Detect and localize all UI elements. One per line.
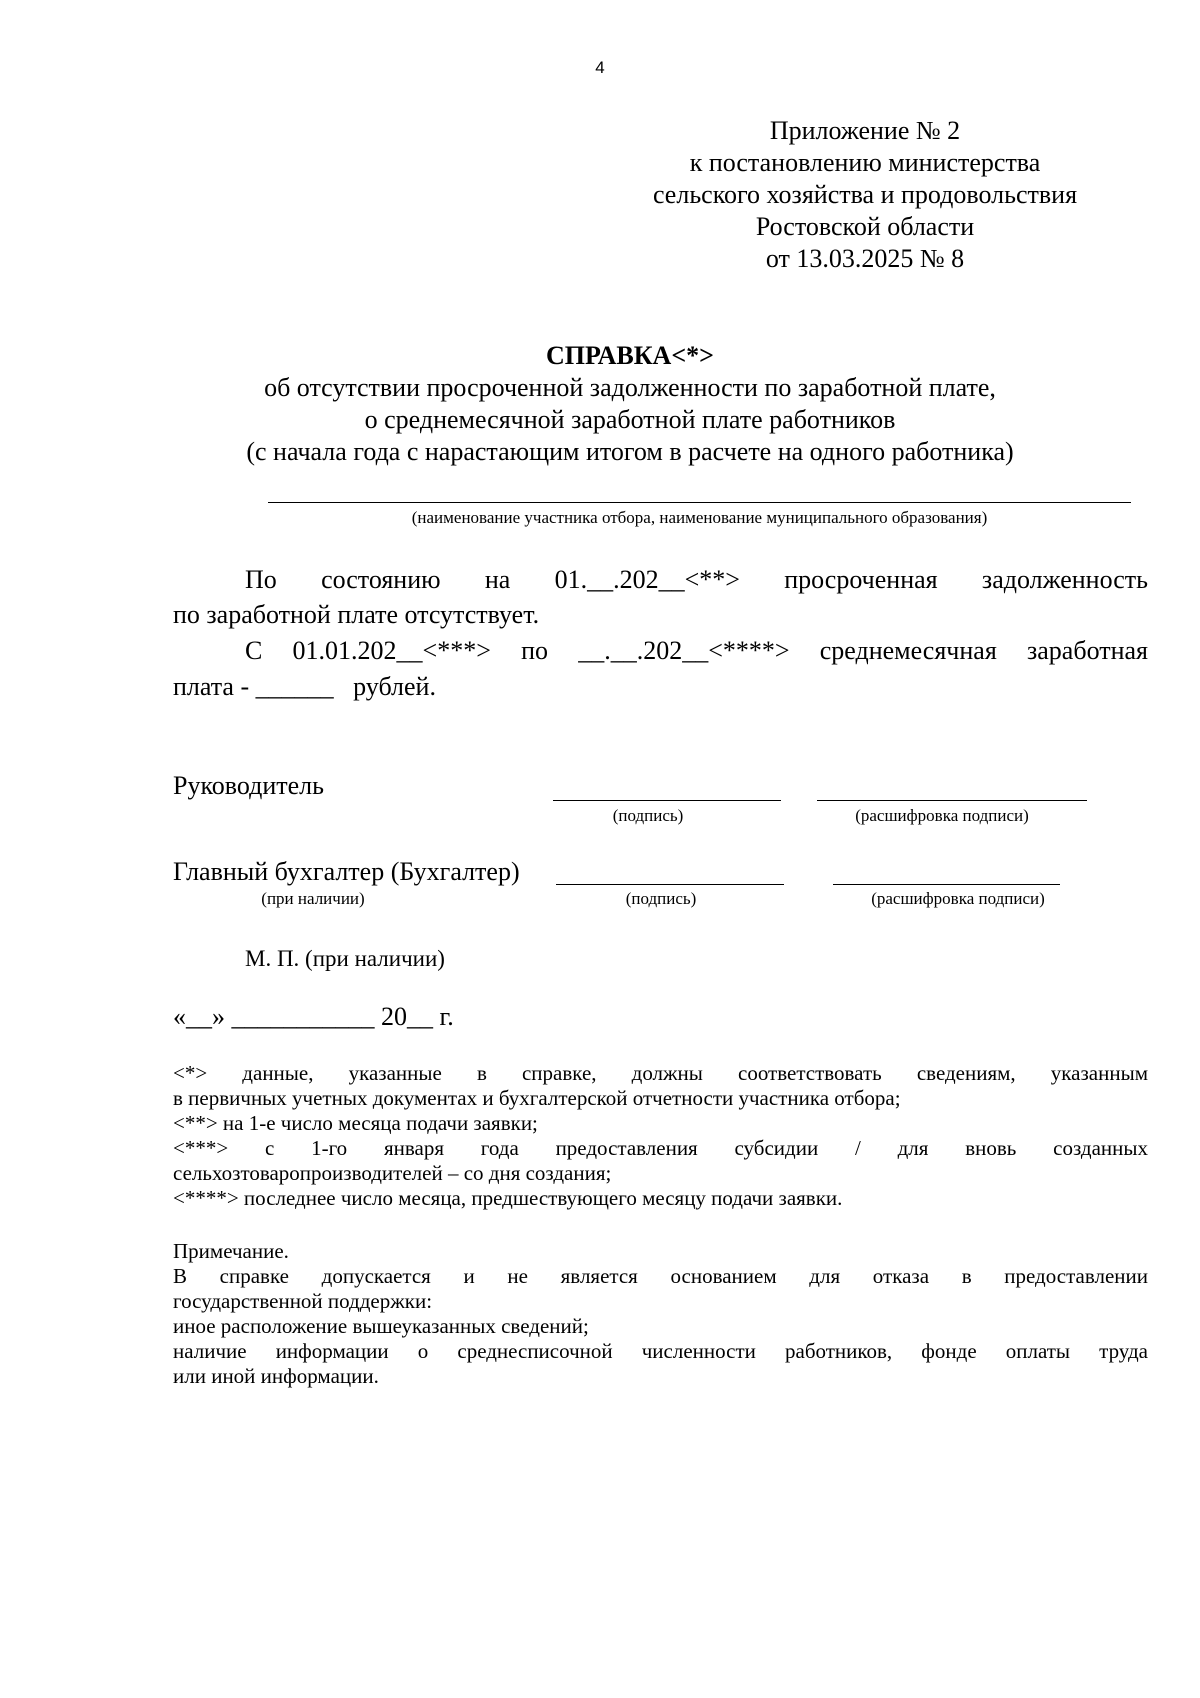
participant-caption: (наименование участника отбора, наименование муниципального образования): [411, 508, 988, 527]
note-line: или иной информации.: [173, 1364, 379, 1388]
footnote-line: <****> последнее число месяца, предшествующего месяцу подачи заявки.: [173, 1186, 843, 1210]
body-paragraph-1-line-2: по заработной плате отсутствует.: [173, 600, 540, 629]
title-line: об отсутствии просроченной задолженности по заработной плате,: [264, 373, 996, 402]
title-line: о среднемесячной заработной плате работников: [364, 405, 896, 434]
note-line: В справке допускается и не является основанием для отказа в предоставлении: [173, 1264, 1148, 1288]
accountant-decoding-caption: (расшифровка подписи): [871, 889, 1045, 908]
appendix-line: сельского хозяйства и продовольствия: [652, 180, 1078, 209]
footnote-line: в первичных учетных документах и бухгалтерской отчетности участника отбора;: [173, 1086, 901, 1110]
body-paragraph-1-line-1: По состоянию на 01.__.202__<**> просроченная задолженность: [245, 565, 1148, 594]
appendix-line: Ростовской области: [755, 212, 975, 241]
accountant-label: Главный бухгалтер (Бухгалтер): [173, 857, 520, 886]
accountant-signature-line: [556, 884, 784, 885]
accountant-signature-caption: (подпись): [625, 889, 697, 908]
head-signature-line: [553, 800, 781, 801]
note-line: государственной поддержки:: [173, 1289, 433, 1313]
accountant-note: (при наличии): [261, 889, 365, 908]
appendix-line: Приложение № 2: [769, 116, 961, 145]
body-paragraph-2-line-2: плата - ______ рублей.: [173, 672, 436, 701]
footnotes: [173, 1061, 1148, 1211]
footnote-line: <**> на 1-е число месяца подачи заявки;: [173, 1111, 538, 1135]
accountant-decoding-line: [833, 884, 1060, 885]
head-decoding-caption: (расшифровка подписи): [855, 806, 1029, 825]
date-line: «__» ___________ 20__ г.: [173, 1002, 454, 1031]
note-section: [173, 1239, 1148, 1389]
participant-name-line: [268, 502, 1131, 503]
note-line: наличие информации о среднесписочной численности работников, фонде оплаты труда: [173, 1339, 1148, 1363]
footnote-line: сельхозтоваропроизводителей – со дня создания;: [173, 1161, 612, 1185]
body-paragraph-2-line-1: С 01.01.202__<***> по __.__.202__<****> среднемесячная заработная: [245, 636, 1148, 665]
note-heading: Примечание.: [173, 1239, 289, 1263]
document-title: [130, 340, 1130, 468]
appendix-header: [640, 115, 1090, 275]
appendix-line: от 13.03.2025 № 8: [765, 244, 965, 273]
title-main: СПРАВКА<*>: [546, 341, 714, 370]
title-line: (с начала года с нарастающим итогом в расчете на одного работника): [246, 437, 1014, 466]
head-signature-caption: (подпись): [612, 806, 684, 825]
stamp-label: М. П. (при наличии): [245, 946, 445, 971]
head-label: Руководитель: [173, 771, 324, 800]
note-line: иное расположение вышеуказанных сведений;: [173, 1314, 589, 1338]
appendix-line: к постановлению министерства: [689, 148, 1041, 177]
footnote-line: <*> данные, указанные в справке, должны соответствовать сведениям, указанным: [173, 1061, 1148, 1085]
footnote-line: <***> с 1-го января года предоставления субсидии / для вновь созданных: [173, 1136, 1148, 1160]
page-number: 4: [595, 58, 605, 77]
head-decoding-line: [817, 800, 1087, 801]
